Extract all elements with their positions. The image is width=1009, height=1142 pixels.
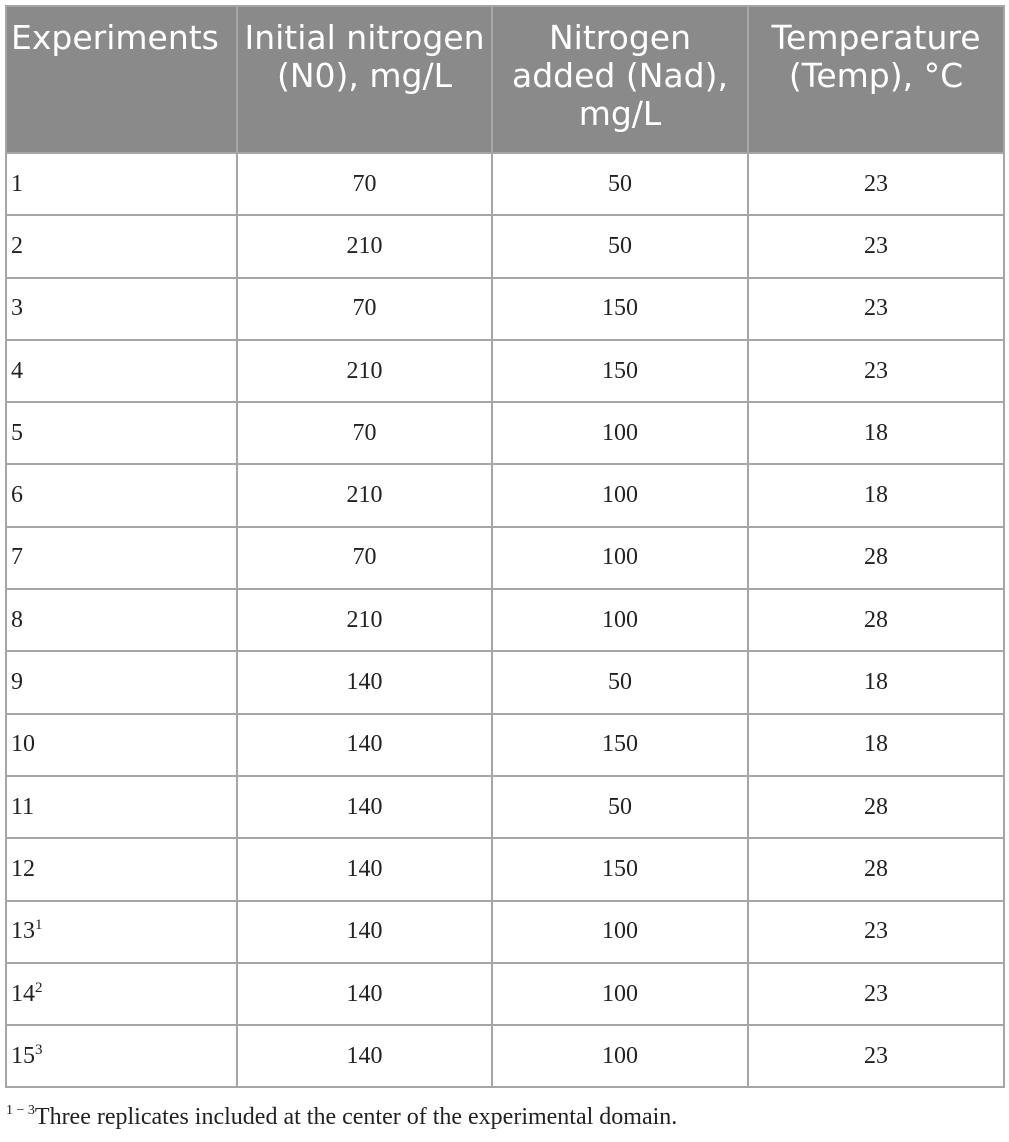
cell-experiment bbox=[6, 1025, 237, 1087]
cell-initial-nitrogen bbox=[237, 1025, 492, 1087]
header-nitrogen-added: Nitrogen added (Nad), mg/L bbox=[492, 6, 748, 153]
experiments-table bbox=[5, 5, 1005, 1088]
cell-temperature bbox=[748, 589, 1004, 651]
cell-experiment bbox=[6, 714, 237, 776]
cell-temperature bbox=[748, 527, 1004, 589]
cell-initial-nitrogen bbox=[237, 589, 492, 651]
cell-initial-nitrogen-value: 210 bbox=[346, 482, 383, 509]
table-row bbox=[6, 527, 1004, 589]
cell-initial-nitrogen bbox=[237, 651, 492, 713]
cell-initial-nitrogen-value: 70 bbox=[352, 419, 377, 446]
cell-temperature-value: 23 bbox=[864, 1042, 888, 1069]
cell-initial-nitrogen bbox=[237, 340, 492, 402]
cell-experiment bbox=[6, 901, 237, 963]
cell-nitrogen-added bbox=[492, 1025, 748, 1087]
cell-nitrogen-added-value: 100 bbox=[602, 544, 638, 571]
table-row bbox=[6, 651, 1004, 713]
cell-nitrogen-added-value: 100 bbox=[602, 918, 638, 945]
cell-initial-nitrogen-value: 140 bbox=[346, 855, 383, 882]
cell-initial-nitrogen-value: 210 bbox=[346, 232, 383, 259]
cell-nitrogen-added-value: 150 bbox=[602, 357, 638, 384]
cell-nitrogen-added-value: 150 bbox=[602, 295, 638, 322]
table-footnote bbox=[6, 1104, 677, 1131]
cell-nitrogen-added-value: 50 bbox=[608, 170, 632, 197]
cell-nitrogen-added-value: 50 bbox=[608, 669, 632, 696]
cell-experiment bbox=[6, 340, 237, 402]
cell-experiment-value: 6 bbox=[11, 482, 23, 509]
cell-nitrogen-added bbox=[492, 464, 748, 526]
header-temperature: Temperature (Temp), °C bbox=[748, 6, 1004, 153]
cell-temperature bbox=[748, 963, 1004, 1025]
cell-temperature-value: 28 bbox=[864, 855, 888, 882]
cell-experiment-value: 1 bbox=[11, 170, 23, 197]
cell-initial-nitrogen bbox=[237, 901, 492, 963]
footnote-text: Three replicates included at the center of the experimental domain. bbox=[34, 1104, 678, 1130]
cell-temperature bbox=[748, 340, 1004, 402]
cell-nitrogen-added bbox=[492, 901, 748, 963]
cell-nitrogen-added bbox=[492, 215, 748, 277]
cell-experiment bbox=[6, 651, 237, 713]
cell-initial-nitrogen bbox=[237, 215, 492, 277]
cell-initial-nitrogen-value: 70 bbox=[352, 544, 377, 571]
cell-initial-nitrogen bbox=[237, 278, 492, 340]
cell-experiment-value: 5 bbox=[11, 419, 23, 446]
cell-initial-nitrogen-value: 140 bbox=[346, 1042, 383, 1069]
cell-initial-nitrogen bbox=[237, 776, 492, 838]
cell-experiment bbox=[6, 527, 237, 589]
cell-experiment-value: 4 bbox=[11, 357, 23, 384]
cell-experiment-value: 12 bbox=[11, 855, 35, 882]
cell-experiment-value: 13 bbox=[11, 918, 35, 945]
cell-experiment-value: 14 bbox=[11, 980, 35, 1007]
cell-nitrogen-added bbox=[492, 714, 748, 776]
header-experiments: Experiments bbox=[6, 6, 237, 153]
cell-nitrogen-added bbox=[492, 838, 748, 900]
cell-nitrogen-added bbox=[492, 153, 748, 215]
cell-nitrogen-added-value: 100 bbox=[602, 606, 638, 633]
cell-temperature bbox=[748, 651, 1004, 713]
cell-temperature-value: 23 bbox=[864, 295, 888, 322]
cell-temperature-value: 18 bbox=[864, 669, 888, 696]
cell-nitrogen-added bbox=[492, 340, 748, 402]
table-row bbox=[6, 340, 1004, 402]
cell-experiment-value: 3 bbox=[11, 295, 23, 322]
cell-nitrogen-added-value: 100 bbox=[602, 419, 638, 446]
table-row bbox=[6, 714, 1004, 776]
cell-nitrogen-added bbox=[492, 963, 748, 1025]
cell-nitrogen-added bbox=[492, 651, 748, 713]
table-row bbox=[6, 1025, 1004, 1087]
cell-experiment bbox=[6, 838, 237, 900]
header-row bbox=[6, 6, 1004, 153]
cell-experiment bbox=[6, 215, 237, 277]
cell-temperature bbox=[748, 776, 1004, 838]
cell-nitrogen-added bbox=[492, 776, 748, 838]
cell-nitrogen-added bbox=[492, 589, 748, 651]
cell-initial-nitrogen bbox=[237, 402, 492, 464]
cell-temperature-value: 18 bbox=[864, 731, 888, 758]
cell-nitrogen-added bbox=[492, 402, 748, 464]
table-row bbox=[6, 402, 1004, 464]
table-row bbox=[6, 838, 1004, 900]
table-row bbox=[6, 278, 1004, 340]
cell-experiment-value: 7 bbox=[11, 544, 23, 571]
cell-temperature bbox=[748, 714, 1004, 776]
cell-temperature-value: 28 bbox=[864, 606, 888, 633]
cell-initial-nitrogen bbox=[237, 527, 492, 589]
cell-nitrogen-added bbox=[492, 527, 748, 589]
cell-initial-nitrogen bbox=[237, 963, 492, 1025]
cell-initial-nitrogen-value: 70 bbox=[352, 295, 377, 322]
cell-temperature-value: 23 bbox=[864, 232, 888, 259]
cell-temperature-value: 18 bbox=[864, 419, 888, 446]
cell-temperature-value: 18 bbox=[864, 482, 888, 509]
cell-temperature bbox=[748, 838, 1004, 900]
cell-initial-nitrogen-value: 140 bbox=[346, 731, 383, 758]
cell-temperature bbox=[748, 1025, 1004, 1087]
footnote-ref: 2 bbox=[35, 979, 43, 996]
cell-experiment bbox=[6, 776, 237, 838]
cell-experiment bbox=[6, 278, 237, 340]
header-initial-nitrogen: Initial nitrogen (N0), mg/L bbox=[237, 6, 492, 153]
table-row bbox=[6, 776, 1004, 838]
table-row bbox=[6, 589, 1004, 651]
cell-nitrogen-added-value: 100 bbox=[602, 482, 638, 509]
table-row bbox=[6, 963, 1004, 1025]
cell-initial-nitrogen-value: 210 bbox=[346, 357, 383, 384]
footnote-marker: 1 − 3 bbox=[6, 1103, 35, 1118]
cell-temperature-value: 23 bbox=[864, 170, 888, 197]
cell-initial-nitrogen-value: 140 bbox=[346, 918, 383, 945]
cell-temperature bbox=[748, 901, 1004, 963]
cell-initial-nitrogen-value: 140 bbox=[346, 980, 383, 1007]
cell-temperature-value: 23 bbox=[864, 980, 888, 1007]
cell-experiment-value: 2 bbox=[11, 232, 23, 259]
cell-nitrogen-added-value: 150 bbox=[602, 855, 638, 882]
cell-initial-nitrogen-value: 70 bbox=[352, 170, 377, 197]
cell-initial-nitrogen bbox=[237, 838, 492, 900]
cell-initial-nitrogen-value: 140 bbox=[346, 793, 383, 820]
cell-nitrogen-added-value: 150 bbox=[602, 731, 638, 758]
cell-nitrogen-added-value: 100 bbox=[602, 980, 638, 1007]
cell-nitrogen-added bbox=[492, 278, 748, 340]
cell-initial-nitrogen-value: 140 bbox=[346, 669, 383, 696]
cell-experiment-value: 9 bbox=[11, 669, 23, 696]
cell-experiment-value: 10 bbox=[11, 731, 35, 758]
cell-temperature bbox=[748, 153, 1004, 215]
cell-initial-nitrogen bbox=[237, 464, 492, 526]
cell-temperature-value: 23 bbox=[864, 918, 888, 945]
cell-experiment-value: 11 bbox=[11, 793, 35, 820]
cell-temperature-value: 28 bbox=[864, 793, 888, 820]
cell-temperature bbox=[748, 402, 1004, 464]
cell-experiment bbox=[6, 963, 237, 1025]
cell-nitrogen-added-value: 50 bbox=[608, 232, 632, 259]
cell-experiment-value: 15 bbox=[11, 1042, 35, 1069]
cell-experiment bbox=[6, 153, 237, 215]
table-row bbox=[6, 215, 1004, 277]
table-row bbox=[6, 153, 1004, 215]
cell-temperature-value: 23 bbox=[864, 357, 888, 384]
footnote-ref: 1 bbox=[35, 917, 43, 934]
footnote-ref: 3 bbox=[35, 1041, 43, 1058]
table-row bbox=[6, 464, 1004, 526]
cell-initial-nitrogen-value: 210 bbox=[346, 606, 383, 633]
cell-experiment bbox=[6, 402, 237, 464]
table-row bbox=[6, 901, 1004, 963]
cell-temperature bbox=[748, 278, 1004, 340]
cell-initial-nitrogen bbox=[237, 714, 492, 776]
cell-experiment-value: 8 bbox=[11, 606, 23, 633]
cell-experiment bbox=[6, 589, 237, 651]
cell-initial-nitrogen bbox=[237, 153, 492, 215]
cell-temperature bbox=[748, 215, 1004, 277]
cell-nitrogen-added-value: 50 bbox=[608, 793, 632, 820]
cell-nitrogen-added-value: 100 bbox=[602, 1042, 638, 1069]
cell-experiment bbox=[6, 464, 237, 526]
cell-temperature bbox=[748, 464, 1004, 526]
cell-temperature-value: 28 bbox=[864, 544, 888, 571]
